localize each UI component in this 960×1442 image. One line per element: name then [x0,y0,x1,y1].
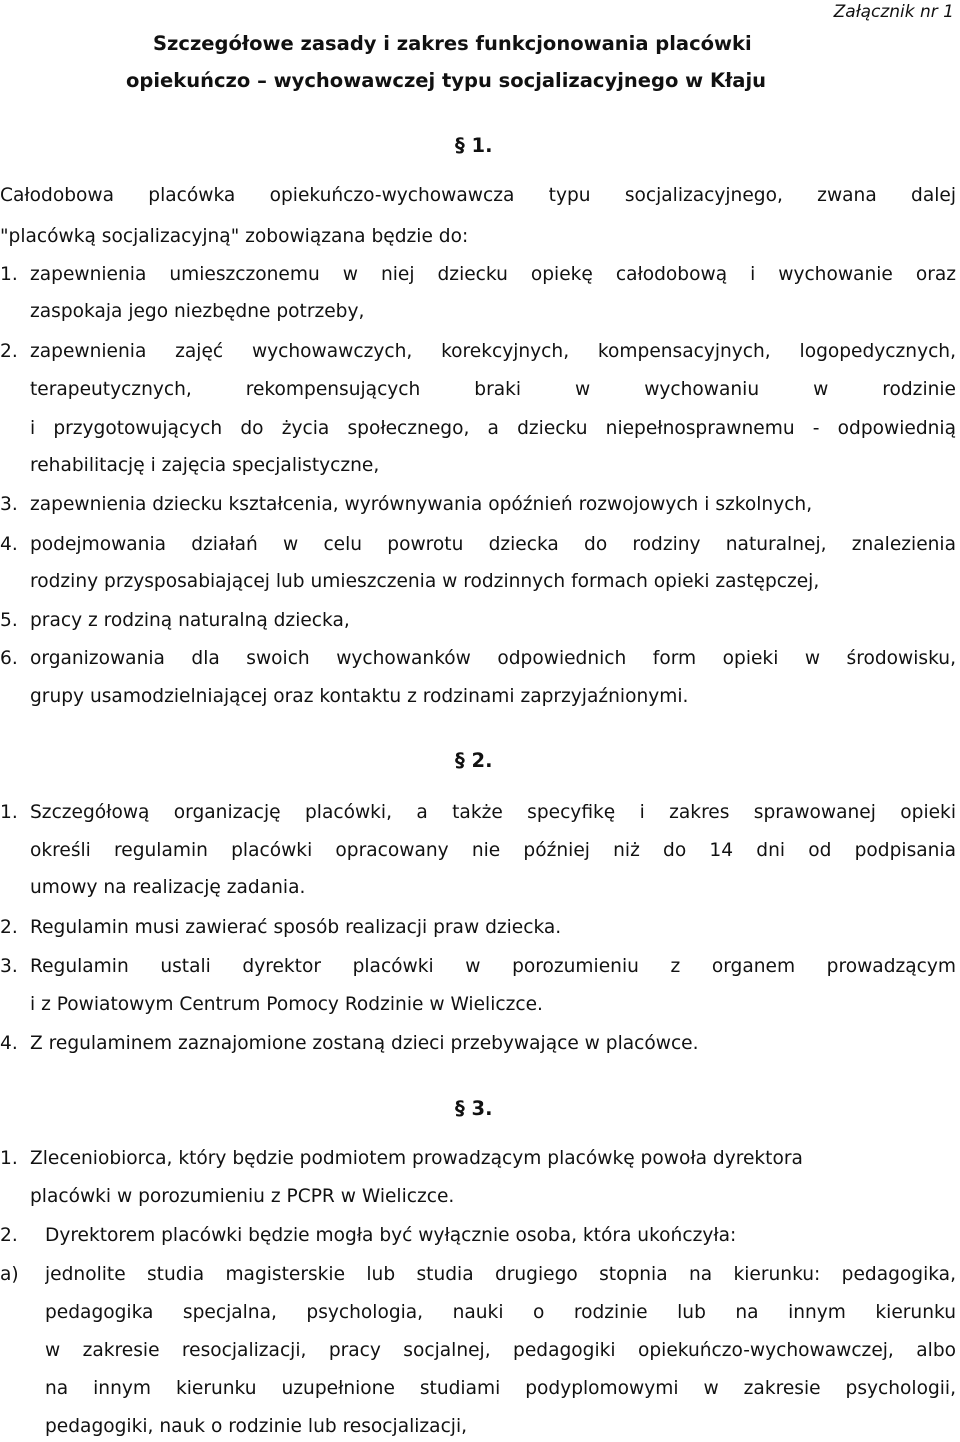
list-item-line: rehabilitację i zajęcia specjalistyczne, [30,455,380,476]
document-title-line-2: opiekuńczo – wychowawczej typu socjalizacyjnego w Kłaju [126,69,767,92]
list-item-line: pedagogika specjalna, psychologia, nauki o rodzinie lub na innym kierunku [45,1302,956,1323]
list-item-line: pedagogiki, nauk o rodzinie lub resocjalizacji, [45,1416,468,1437]
section-1-intro-line-1: Całodobowa placówka opiekuńczo-wychowawcza typu socjalizacyjnego, zwana dalej [0,185,956,206]
list-item-line: placówki w porozumieniu z PCPR w Wieliczce. [30,1186,455,1207]
list-item-number: 2. [0,917,18,938]
section-1-heading: § 1. [455,134,493,157]
list-item-line: rodziny przysposabiającej lub umieszczenia w rodzinnych formach opieki zastępczej, [30,571,820,592]
list-item-line: Zleceniobiorca, który będzie podmiotem prowadzącym placówkę powoła dyrektora [30,1148,803,1169]
list-item-line: zaspokaja jego niezbędne potrzeby, [30,301,365,322]
list-item-number: 4. [0,534,18,555]
section-1-intro-line-2: "placówką socjalizacyjną" zobowiązana będzie do: [0,226,469,247]
list-item-line: zapewnienia umieszczonemu w niej dziecku opiekę całodobową i wychowanie oraz [30,264,956,285]
list-item-line: Regulamin ustali dyrektor placówki w porozumieniu z organem prowadzącym [30,956,956,977]
list-item-number: 3. [0,494,18,515]
list-item-line: Dyrektorem placówki będzie mogła być wyłącznie osoba, która ukończyła: [45,1225,737,1246]
list-item-line: umowy na realizację zadania. [30,877,306,898]
list-item-number: 5. [0,610,18,631]
list-item-number: 2. [0,341,18,362]
list-item-number: 1. [0,1148,18,1169]
list-item-line: pracy z rodziną naturalną dziecka, [30,610,350,631]
document-title-line-1: Szczegółowe zasady i zakres funkcjonowania placówki [153,32,752,55]
list-item-line: w zakresie resocjalizacji, pracy socjalnej, pedagogiki opiekuńczo-wychowawczej, albo [45,1340,956,1361]
list-item-line: podejmowania działań w celu powrotu dziecka do rodziny naturalnej, znalezienia [30,534,956,555]
list-item-number: 3. [0,956,18,977]
annex-label: Załącznik nr 1 [833,2,954,22]
list-item-line: terapeutycznych, rekompensujących braki w wychowaniu w rodzinie [30,379,956,400]
list-item-line: na innym kierunku uzupełnione studiami podyplomowymi w zakresie psychologii, [45,1378,956,1399]
list-item-line: Regulamin musi zawierać sposób realizacji praw dziecka. [30,917,562,938]
list-item-line: określi regulamin placówki opracowany nie później niż do 14 dni od podpisania [30,840,956,861]
section-2-heading: § 2. [455,749,493,772]
list-item-line: grupy usamodzielniającej oraz kontaktu z rodzinami zaprzyjaźnionymi. [30,686,689,707]
list-item-line: i z Powiatowym Centrum Pomocy Rodzinie w Wieliczce. [30,994,543,1015]
list-item-line: i przygotowujących do życia społecznego, a dziecku niepełnosprawnemu - odpowiednią [30,418,956,439]
list-item-letter: a) [0,1264,19,1285]
list-item-line: jednolite studia magisterskie lub studia drugiego stopnia na kierunku: pedagogika, [45,1264,956,1285]
list-item-line: zapewnienia zajęć wychowawczych, korekcyjnych, kompensacyjnych, logopedycznych, [30,341,956,362]
list-item-number: 6. [0,648,18,669]
list-item-line: Z regulaminem zaznajomione zostaną dzieci przebywające w placówce. [30,1033,699,1054]
list-item-number: 4. [0,1033,18,1054]
list-item-number: 1. [0,264,18,285]
list-item-line: zapewnienia dziecku kształcenia, wyrównywania opóźnień rozwojowych i szkolnych, [30,494,813,515]
section-3-heading: § 3. [455,1097,493,1120]
list-item-number: 2. [0,1225,18,1246]
list-item-line: Szczegółową organizację placówki, a także specyfikę i zakres sprawowanej opieki [30,802,956,823]
list-item-number: 1. [0,802,18,823]
list-item-line: organizowania dla swoich wychowanków odpowiednich form opieki w środowisku, [30,648,956,669]
